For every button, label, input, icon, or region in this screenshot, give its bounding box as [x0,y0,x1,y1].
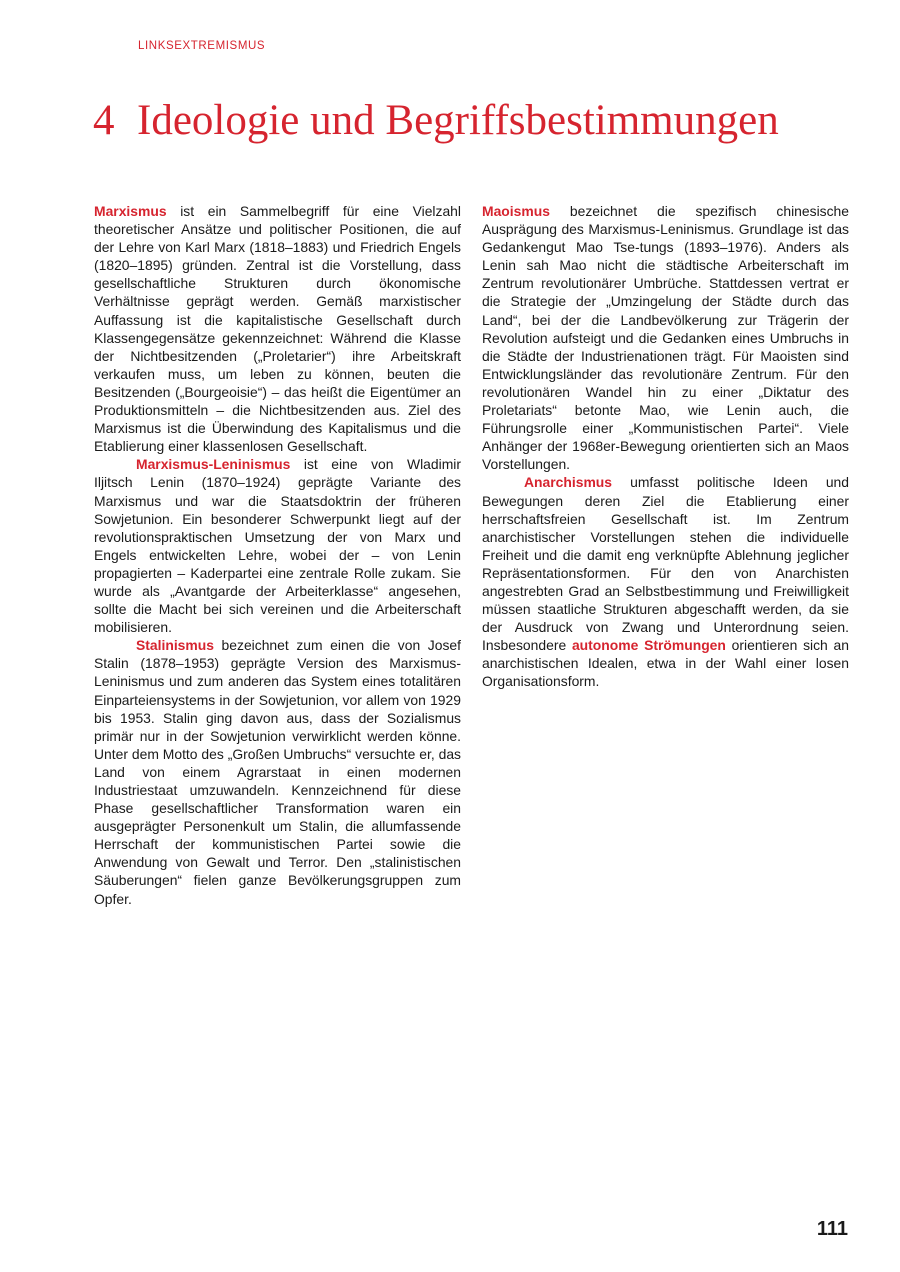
paragraph-text: bezeichnet zum einen die von Josef Stalin (1878–1953) geprägte Version des Marxismus-Leninismus und zum anderen das System eines totalitären Einparteiensystems in der Sowjetunion, vor allem von 1929 bis 1953. Stalin ging davon aus, dass der Sozialismus primär nur in der Sowjetunion verwirklicht werden könne. Unter dem Motto des „Großen Umbruchs“ versuchte er, das Land von einem Agrarstaat in einen modernen Industriestaat umzuwandeln. Kennzeichnend für diese Phase gesellschaftlicher Transformation waren ein ausgeprägter Personenkult um Stalin, die allumfassende Herrschaft der kommunistischen Partei sowie die Anwendung von Gewalt und Terror. Den „stalinistischen Säuberungen“ fielen ganze Bevölkerungsgruppen zum Opfer. [94,637,461,907]
chapter-heading [93,95,873,147]
paragraph-stalinismus [94,636,461,907]
running-head: LINKSEXTREMISMUS [138,40,266,52]
chapter-title: Ideologie und Begriffsbestimmungen [137,97,779,144]
term-marxismus-leninismus: Marxismus-Leninismus [136,456,291,473]
term-marxismus: Marxismus [94,203,167,219]
paragraph-maoismus [482,202,849,473]
chapter-number: 4 [93,97,115,144]
paragraph-anarchismus [482,473,849,690]
paragraph-marxismus [94,202,461,455]
page-number: 111 [816,1218,848,1240]
paragraph-text: umfasst politische Ideen und Bewegungen deren Ziel die Etablierung einer herrschaftsfreien Gesellschaft ist. Im Zentrum anarchistischer Vorstellungen stehen die individuelle Freiheit und die damit eng verknüpfte Ablehnung jeglicher Repräsentationsformen. Für den von Anarchisten angestrebten Grad an Selbstbestimmung und Freiwilligkeit müssen staatliche Strukturen abgeschafft werden, da sie der Ausdruck von Zwang und Unterordnung seien. Insbesondere [482,474,849,654]
paragraph-text: ist eine von Wladimir Iljitsch Lenin (1870–1924) geprägte Variante des Marxismus und war die Staatsdoktrin der früheren Sowjetunion. Ein besonderer Schwerpunkt liegt auf der revolutionspraktischen Umsetzung der von Marx und Engels entwickelten Lehre, wobei der – von Lenin propagierten – Kaderpartei eine zentrale Rolle zukam. Sie wurde als „Avantgarde der Arbeiterklasse“ angesehen, sollte die Macht bei sich vereinen und die Arbeiterschaft mobilisieren. [94,456,461,636]
paragraph-text: orientieren sich an anarchistischen Idealen, etwa in der Wahl einer losen Organisationsform. [482,637,849,690]
paragraph-text: ist ein Sammelbegriff für eine Vielzahl theoretischer Ansätze und politischer Positionen, die auf der Lehre von Karl Marx (1818–1883) und Friedrich Engels (1820–1895) gründen. Zentral ist die Vorstellung, dass gesellschaftliche Strukturen durch ökonomische Verhältnisse geprägt werden. Gemäß marxistischer Auffassung ist die kapitalistische Gesellschaft durch Klassengegensätze gekennzeichnet: Während die Klasse der Nichtbesitzenden („Proletarier“) ihre Arbeitskraft verkaufen muss, um leben zu können, beuten die Besitzenden („Bourgeoisie“) – das heißt die Eigentümer an Produktionsmitteln – die Nichtbesitzenden aus. Ziel des Marxismus ist die Überwindung des Kapitalismus und die Etablierung einer klassenlosen Gesellschaft. [94,203,461,455]
paragraph-text: bezeichnet die spezifisch chinesische Ausprägung des Marxismus-Leninismus. Grundlage ist das Gedankengut Mao Tse-tungs (1893–1976). Anders als Lenin sah Mao nicht die städtische Arbeiterschaft im Zentrum revolutionärer Umbrüche. Stattdessen vertrat er die Strategie der „Umzingelung der Städte durch das Land“, bei der die Landbevölkerung zur Trägerin der Revolution aufsteigt und die Gedanken eines Umbruchs in die Städte der Industrienationen trägt. Für Maoisten sind Entwicklungsländer das revolutionäre Zentrum. Für den revolutionären Wandel hin zu einer „Diktatur des Proletariats“ betonte Mao, wie Lenin auch, die Führungsrolle einer „Kommunistischen Partei“. Viele Anhänger der 1968er-Bewegung orientierten sich an Maos Vorstellungen. [482,203,849,473]
left-column [94,202,461,908]
term-autonome-stroemungen: autonome Strömungen [571,637,726,654]
term-anarchismus: Anarchismus [524,474,613,491]
paragraph-marxismus-leninismus [94,455,461,636]
right-column [482,202,849,691]
term-maoismus: Maoismus [482,203,550,219]
term-stalinismus: Stalinismus [136,637,214,654]
